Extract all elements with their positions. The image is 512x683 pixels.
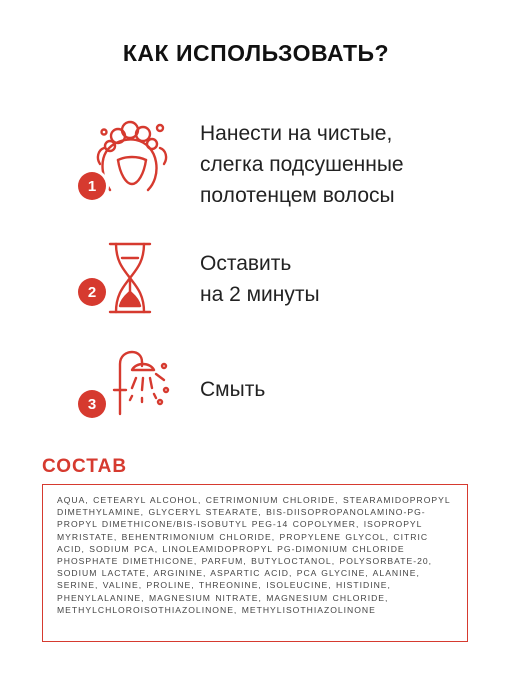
composition-text: AQUA, CETEARYL ALCOHOL, CETRIMONIUM CHLORIDE, STEARAMIDOPROPYL DIMETHYLAMINE, GLYCERYL STEARATE, BIS-DIISOPROPANOLAMINO-PG-PROPYL DIMETHICONE/BIS-ISOBUTYL PEG-14 COPOLYMER, ISOPROPYL MYRISTATE, BEHENTRIMONIUM CHLORIDE, PROPYLENE GLYCOL, CITRIC ACID, SODIUM PCA, LINOLEAMIDOPROPYL PG-DIMONIUM CHLORIDE PHOSPHATE DIMETHICONE, PARFUM, BUTYLOCTANOL, POLYSORBATE-20, SODIUM LACTATE, ARGININE, ASPARTIC ACID, PCA GLYCINE, ALANINE, SERINE, VALINE, PROLINE, THREONINE, ISOLEUCINE, HISTIDINE, PHENYLALANINE, MAGNESIUM NITRATE, MAGNESIUM CHLORIDE, METHYLCHLOROISOTHIAZOLINONE, METHYLISOTHIAZOLINONE	[57, 495, 451, 615]
step-3	[0, 372, 512, 452]
step-text: Нанести на чистые, слегка подсушенные полотенцем волосы	[200, 122, 404, 207]
shower-icon	[76, 344, 176, 424]
step-number-badge: 2	[78, 278, 106, 306]
step-text: Оставить на 2 минуты	[200, 252, 320, 306]
composition-title: СОСТАВ	[42, 456, 128, 477]
step-number-badge: 1	[78, 172, 106, 200]
step-text: Смыть	[200, 378, 266, 401]
page-title: КАК ИСПОЛЬЗОВАТЬ?	[122, 40, 390, 66]
hair-washing-icon	[76, 118, 176, 198]
hourglass-icon	[76, 238, 176, 318]
step-1	[0, 118, 512, 207]
composition-box	[42, 484, 468, 642]
step-2	[0, 248, 512, 328]
step-number-badge: 3	[78, 390, 106, 418]
